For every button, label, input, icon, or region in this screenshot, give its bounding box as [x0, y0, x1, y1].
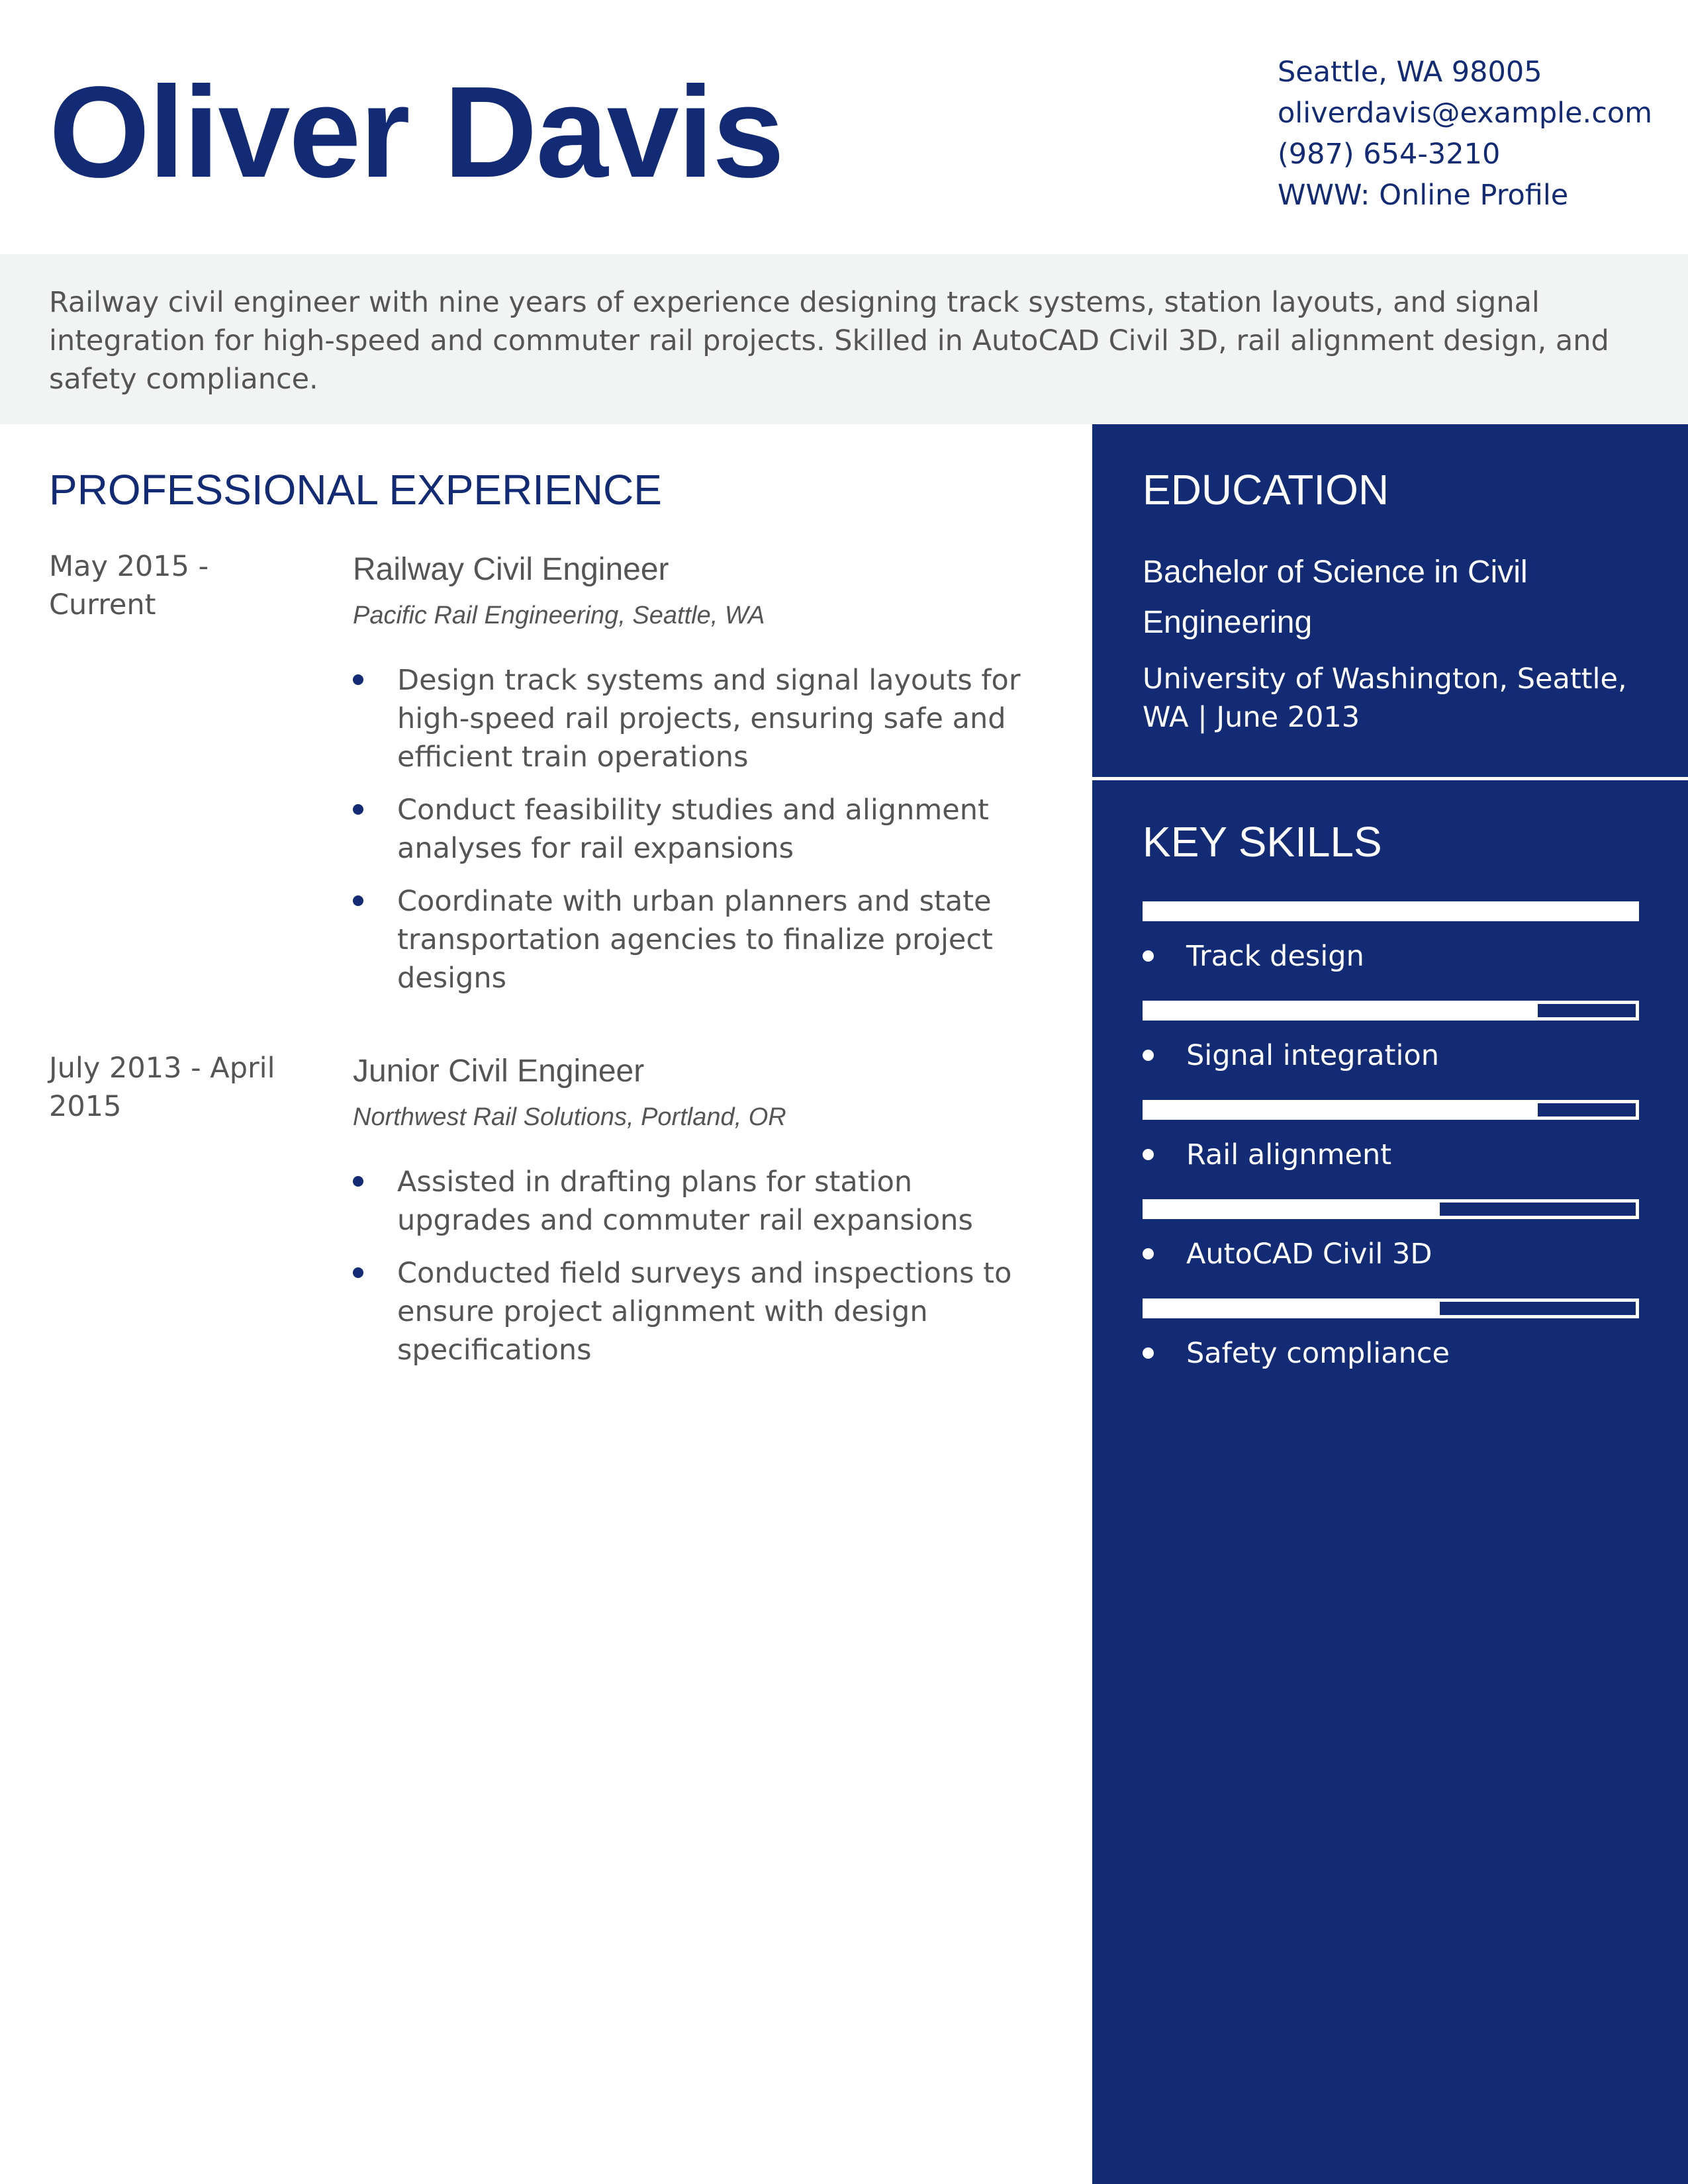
skill-text: Rail alignment — [1186, 1138, 1392, 1171]
sidebar — [1092, 424, 1688, 2184]
skill-bar — [1143, 1100, 1639, 1120]
job-bullets — [353, 661, 1055, 1012]
contact-phone[interactable]: (987) 654-3210 — [1278, 138, 1501, 171]
skill-bar-fill — [1146, 1004, 1538, 1017]
bullet-icon — [1143, 1248, 1154, 1259]
bullet-icon — [353, 674, 363, 685]
skill-bar-fill — [1146, 1302, 1440, 1315]
job-title: Junior Civil Engineer — [353, 1054, 645, 1089]
skill-label — [1143, 1036, 1439, 1075]
bullet-text: Design track systems and signal layouts for high-speed rail projects, ensuring safe and efficient train operations — [397, 664, 1021, 774]
header — [0, 0, 1688, 254]
skill-label — [1143, 937, 1364, 976]
bullet-icon — [1143, 1050, 1154, 1061]
skill-text: Track design — [1186, 940, 1364, 973]
contact-info — [1278, 52, 1652, 216]
bullet-icon — [1143, 1347, 1154, 1359]
bullet-icon — [353, 1176, 363, 1187]
summary-text: Railway civil engineer with nine years of experience designing track systems, station layouts, and signal integration for high-speed and commuter rail projects. Skilled in AutoCAD Civil 3D, rail alignment design, and safety compliance. — [49, 286, 1609, 396]
skill-text: Safety compliance — [1186, 1337, 1450, 1370]
job-dates: May 2015 - Current — [49, 550, 209, 621]
contact-email[interactable]: oliverdavis@example.com — [1278, 97, 1653, 130]
job-company: Northwest Rail Solutions, Portland, OR — [353, 1103, 786, 1131]
skill-bar-fill — [1146, 1103, 1538, 1116]
skill-bar — [1143, 1298, 1639, 1318]
education-heading: EDUCATION — [1143, 466, 1389, 514]
job-title: Railway Civil Engineer — [353, 552, 669, 587]
skills-heading: KEY SKILLS — [1143, 818, 1382, 866]
bullet-text: Coordinate with urban planners and state transportation agencies to finalize project designs — [397, 885, 993, 995]
bullet-icon — [1143, 950, 1154, 962]
education-degree: Bachelor of Science in Civil Engineering — [1143, 555, 1528, 640]
skill-bar — [1143, 1001, 1639, 1021]
bullet-icon — [1143, 1149, 1154, 1160]
experience-heading: PROFESSIONAL EXPERIENCE — [49, 466, 662, 514]
bullet-text: Conducted field surveys and inspections to ensure project alignment with design specifications — [397, 1257, 1012, 1367]
job-bullets — [353, 1163, 1055, 1384]
skill-text: Signal integration — [1186, 1039, 1439, 1072]
skill-text: AutoCAD Civil 3D — [1186, 1238, 1432, 1271]
skill-label — [1143, 1235, 1432, 1273]
bullet-icon — [353, 1267, 363, 1278]
contact-location: Seattle, WA 98005 — [1278, 56, 1542, 89]
bullet-item — [353, 1254, 1055, 1369]
skill-label — [1143, 1136, 1391, 1174]
bullet-icon — [353, 895, 363, 906]
skill-bar — [1143, 901, 1639, 921]
bullet-item — [353, 882, 1055, 997]
skill-label — [1143, 1334, 1450, 1373]
job-dates: July 2013 - April 2015 — [49, 1052, 275, 1123]
bullet-item — [353, 661, 1055, 776]
contact-website[interactable]: WWW: Online Profile — [1278, 179, 1569, 212]
skill-bar-fill — [1146, 905, 1636, 918]
bullet-icon — [353, 804, 363, 815]
candidate-name: Oliver Davis — [49, 60, 784, 205]
job-company: Pacific Rail Engineering, Seattle, WA — [353, 602, 765, 629]
bullet-text: Conduct feasibility studies and alignment analyses for rail expansions — [397, 794, 989, 865]
summary-section — [0, 254, 1688, 424]
bullet-item — [353, 1163, 1055, 1240]
bullet-text: Assisted in drafting plans for station upgrades and commuter rail expansions — [397, 1165, 973, 1237]
skill-bar — [1143, 1199, 1639, 1219]
education-school: University of Washington, Seattle, WA | June 2013 — [1143, 662, 1627, 734]
section-divider — [1092, 777, 1688, 780]
skill-bar-fill — [1146, 1203, 1440, 1216]
bullet-item — [353, 791, 1055, 868]
